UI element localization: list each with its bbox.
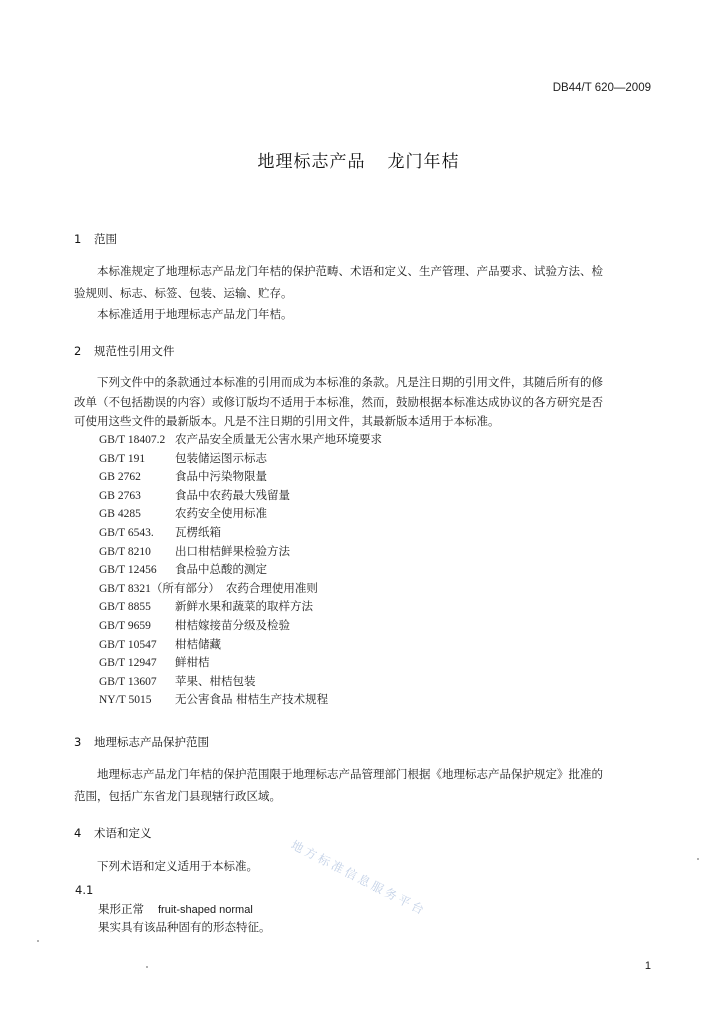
reference-item — [99, 430, 619, 449]
section-title: 规范性引用文件 — [94, 344, 175, 358]
reference-code: NY/T 5015 — [99, 694, 152, 707]
reference-code: GB/T 9659 — [99, 619, 151, 632]
term-definition: 果实具有该品种固有的形态特征。 — [98, 920, 271, 934]
reference-name: 食品中污染物限量 — [175, 469, 267, 484]
reference-code: GB 2763 — [99, 489, 141, 502]
page-number: 1 — [644, 960, 651, 972]
section-3-heading — [74, 734, 209, 750]
section-title: 术语和定义 — [94, 826, 152, 840]
reference-list — [99, 430, 619, 709]
reference-name: 出口柑桔鲜果检验方法 — [175, 543, 290, 558]
scan-speck — [37, 940, 39, 942]
paragraph-line: 下列术语和定义适用于本标准。 — [97, 859, 258, 873]
reference-code: GB/T 8855 — [99, 601, 151, 614]
reference-name: 鲜柑桔 — [175, 655, 210, 670]
reference-name: 柑桔储藏 — [175, 636, 221, 651]
reference-item — [99, 579, 619, 598]
paragraph-line: 下列文件中的条款通过本标准的引用而成为本标准的条款。凡是注日期的引用文件，其随后所有的修 — [97, 375, 603, 389]
reference-name: 食品中农药最大残留量 — [175, 487, 290, 502]
title-part1: 地理标志产品 — [257, 152, 366, 172]
document-title — [0, 147, 717, 172]
reference-code: GB/T 12456 — [99, 564, 157, 577]
section-1-paragraph — [74, 261, 658, 326]
reference-name: 农药合理使用准则 — [225, 580, 318, 595]
reference-item — [99, 616, 619, 635]
reference-item — [99, 653, 619, 672]
reference-code: GB/T 8210 — [99, 545, 151, 558]
paragraph-line: 改单（不包括勘误的内容）或修订版均不适用于本标准，然而，鼓励根据本标准达成协议的各方研究是否 — [74, 394, 603, 409]
paragraph-line: 地理标志产品龙门年桔的保护范围限于地理标志产品管理部门根据《地理标志产品保护规定》批准的 — [97, 767, 603, 781]
reference-item — [99, 467, 619, 486]
section-2-heading — [74, 343, 175, 359]
reference-code: GB 4285 — [99, 508, 141, 521]
reference-code: GB/T 10547 — [99, 638, 157, 651]
paragraph-line: 本标准适用于地理标志产品龙门年桔。 — [97, 307, 293, 321]
reference-name: 农药安全使用标准 — [175, 506, 267, 521]
section-number: 1 — [74, 232, 82, 246]
reference-item — [99, 690, 619, 709]
reference-name: 瓦楞纸箱 — [175, 524, 221, 539]
reference-name: 苹果、柑桔包装 — [175, 673, 256, 688]
reference-name: 食品中总酸的测定 — [175, 562, 267, 577]
reference-name: 新鲜水果和蔬菜的取样方法 — [175, 599, 313, 614]
standard-code: DB44/T 620—2009 — [552, 82, 651, 94]
watermark-stamp: 地方标准信息服务平台 — [288, 837, 429, 919]
reference-code: GB/T 18407.2 — [99, 434, 166, 446]
reference-item — [99, 672, 619, 691]
term-name-zh: 果形正常 — [98, 902, 144, 916]
reference-item — [99, 597, 619, 616]
scan-speck — [697, 858, 699, 860]
reference-code: GB/T 191 — [99, 452, 146, 465]
section-3-paragraph — [74, 764, 658, 807]
reference-code: GB 2762 — [99, 471, 141, 484]
scan-speck — [146, 966, 148, 968]
reference-code: GB/T 13607 — [99, 675, 157, 688]
section-number: 4 — [74, 826, 82, 840]
reference-name: 农产品安全质量无公害水果产地环境要求 — [175, 432, 382, 446]
reference-code: GB/T 8321（所有部分） — [99, 582, 220, 595]
term-number: 4.1 — [75, 883, 94, 897]
section-2-paragraph — [74, 373, 658, 432]
reference-item — [99, 635, 619, 654]
section-number: 2 — [74, 344, 82, 358]
reference-item — [99, 560, 619, 579]
reference-item — [99, 449, 619, 468]
reference-item — [99, 523, 619, 542]
section-4-heading — [74, 825, 152, 841]
section-title: 范围 — [94, 232, 117, 246]
reference-name: 柑桔嫁接苗分级及检验 — [175, 617, 290, 632]
term-name — [98, 901, 253, 917]
term-name-en: fruit-shaped normal — [158, 904, 253, 916]
paragraph-line: 可使用这些文件的最新版本。凡是不注日期的引用文件，其最新版本适用于本标准。 — [74, 414, 500, 428]
reference-item — [99, 486, 619, 505]
section-number: 3 — [74, 735, 82, 749]
paragraph-line: 范围，包括广东省龙门县现辖行政区域。 — [74, 788, 281, 803]
reference-code: GB/T 12947 — [99, 657, 157, 670]
reference-code: GB/T 6543. — [99, 526, 154, 539]
paragraph-line: 验规则、标志、标签、包装、运输、贮存。 — [74, 285, 293, 300]
reference-item — [99, 542, 619, 561]
paragraph-line: 本标准规定了地理标志产品龙门年桔的保护范畴、术语和定义、生产管理、产品要求、试验方法、检 — [97, 264, 603, 278]
reference-item — [99, 504, 619, 523]
section-1-heading — [74, 231, 117, 247]
section-title: 地理标志产品保护范围 — [94, 735, 209, 749]
reference-name: 包装储运图示标志 — [175, 450, 267, 465]
title-part2: 龙门年桔 — [387, 152, 460, 172]
reference-name: 无公害食品 柑桔生产技术规程 — [175, 692, 329, 707]
